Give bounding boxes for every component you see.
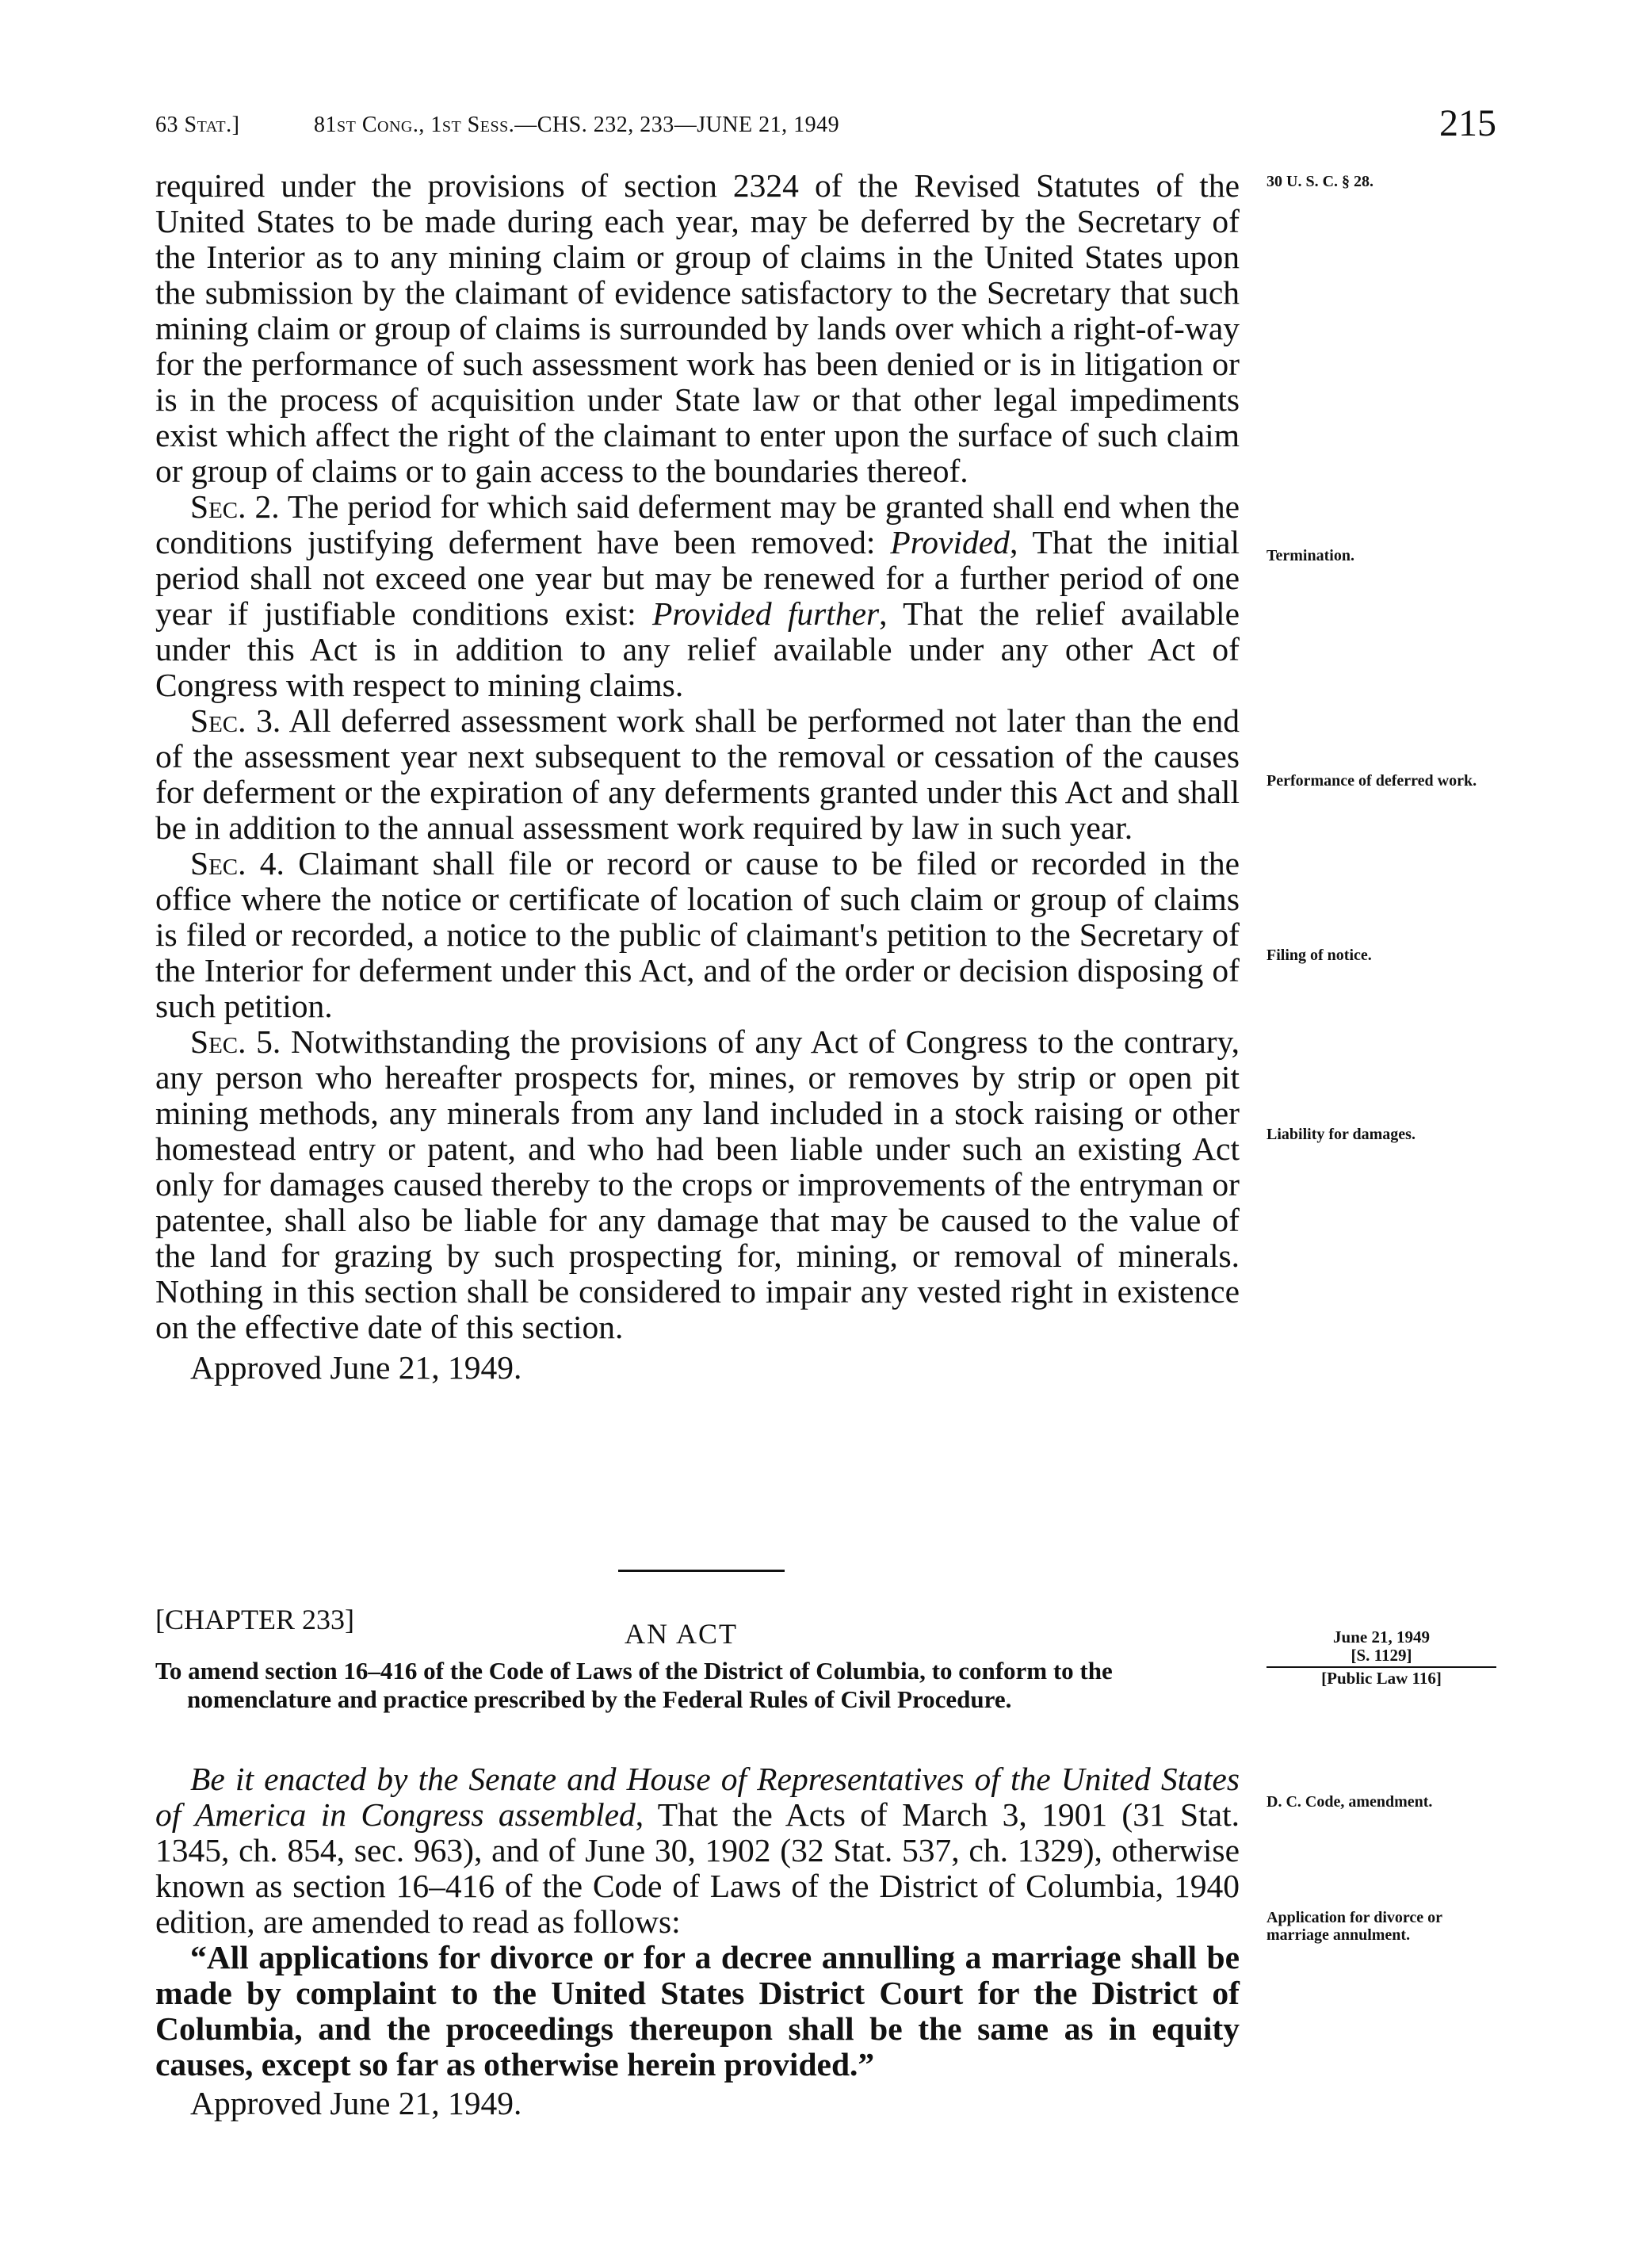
section-5-text: Notwithstanding the provisions of any Act of Congress to the contrary, any person who hereafter prospects for, mines, or removes by strip or open pit mining methods, any minerals from any land included in a stock raising or other homestead entry or patent, and who had been liable under such an existing Act only for damages caused thereby to the crops or improvements of the entryman or patentee, shall also be liable for any damage that may be caused to the value of the land for grazing by such prospecting for, mining, or removal of minerals. Nothing in this section shall be considered to impair any vested right in existence on the effective date of this section. (155, 1023, 1240, 1345)
session-heading: 81st Cong., 1st Sess.—CHS. 232, 233—JUNE 21, 1949 (314, 113, 840, 137)
enactment-date: June 21, 1949 (1333, 1627, 1430, 1646)
proviso-further: Provided further (652, 595, 880, 632)
statute-reference: 63 Stat.] (155, 113, 240, 137)
margin-rule (1266, 1666, 1496, 1668)
proviso: Provided (890, 524, 1010, 560)
section-4-text: Claimant shall file or record or cause to be filed or recorded in the office where the notice or certificate of location of such claim or group of claims is filed or recorded, a notice to the public of claimant's petition to the Secretary of the Interior for deferment under this Act, and of the order or decision disposing of such petition. (155, 845, 1240, 1024)
section-4 (155, 846, 1240, 1024)
section-2-text: The period for which said deferment may be granted shall end when the conditions justifying deferment have been removed: (155, 488, 1240, 560)
section-3-label: Sec. 3. (190, 702, 281, 739)
enacting-paragraph (155, 1761, 1240, 1940)
section-5 (155, 1024, 1240, 1345)
act-title: To amend section 16–416 of the Code of Laws of the District of Columbia, to conform to the nomenclature and practice prescribed by the Federal Rules of Civil Procedure. (155, 1657, 1113, 1713)
page-header (155, 101, 1496, 149)
section-3 (155, 703, 1240, 846)
margin-note-termination: Termination. (1266, 547, 1354, 564)
section-2-text: , That the initial period shall not exceed one year but may be renewed for a further period of one year if justifiable conditions exist: (155, 524, 1240, 632)
enacting-text: , That the Acts of March 3, 1901 (31 Stat. 1345, ch. 854, sec. 963), and of June 30, 1902 (32 Stat. 537, ch. 1329), otherwise known as section 16–416 of the Code of Laws of the District of Columbia, 1940 edition, are amended to read as follows: (155, 1796, 1240, 1940)
margin-enactment-info (1266, 1628, 1496, 1688)
margin-note-dc-code: D. C. Code, amendment. (1266, 1793, 1433, 1811)
enacting-clause: Be it enacted by the Senate and House of Representatives of the United States of America in Congress assembled (155, 1761, 1240, 1833)
public-law: [Public Law 116] (1321, 1669, 1442, 1688)
section-2-label: Sec. 2. (190, 488, 280, 525)
approved-line-233: Approved June 21, 1949. (190, 2085, 522, 2121)
margin-note-filing: Filing of notice. (1266, 947, 1372, 964)
chapter-233-body (155, 1761, 1240, 2121)
chapter-232-body (155, 168, 1240, 1386)
approved-line-232: Approved June 21, 1949. (190, 1349, 522, 1386)
margin-note-usc: 30 U. S. C. § 28. (1266, 173, 1374, 190)
margin-note-performance: Performance of deferred work. (1266, 772, 1477, 790)
quoted-amendment: “All applications for divorce or for a decree annulling a marriage shall be made by complaint to the United States District Court for the District of Columbia, and the proceedings thereupon shall be the same as in equity causes, except so far as otherwise herein provided.” (155, 1939, 1240, 2083)
section-1-continuation: required under the provisions of section 2324 of the Revised Statutes of the United States to be made during each year, may be deferred by the Secretary of the Interior as to any mining claim or group of claims in the United States upon the submission by the claimant of evidence satisfactory to the Secretary that such mining claim or group of claims is surrounded by lands over which a right-of-way for the performance of such assessment work has been denied or is in litigation or is in the process of acquisition under State law or that other legal impediments exist which affect the right of the claimant to enter upon the surface of such claim or group of claims or to gain access to the boundaries thereof. (155, 167, 1240, 489)
section-5-label: Sec. 5. (190, 1023, 281, 1060)
margin-note-liability: Liability for damages. (1266, 1126, 1416, 1143)
separator-rule (618, 1570, 785, 1572)
section-2 (155, 489, 1240, 703)
chapter-233-label: [CHAPTER 233] (155, 1604, 354, 1635)
section-3-text: All deferred assessment work shall be performed not later than the end of the assessment year next subsequent to the removal or cessation of the causes for deferment or the expiration of any deferments granted under this Act and shall be in addition to the annual assessment work required by law in such year. (155, 702, 1240, 846)
an-act-heading: AN ACT (625, 1618, 739, 1650)
margin-note-application: Application for divorce or marriage annulment. (1266, 1909, 1442, 1944)
section-4-label: Sec. 4. (190, 845, 285, 882)
section-2-text: , That the relief available under this Act is in addition to any relief available under any other Act of Congress with respect to mining claims. (155, 595, 1240, 703)
bill-number: [S. 1129] (1351, 1646, 1412, 1665)
page-number: 215 (1439, 102, 1496, 144)
